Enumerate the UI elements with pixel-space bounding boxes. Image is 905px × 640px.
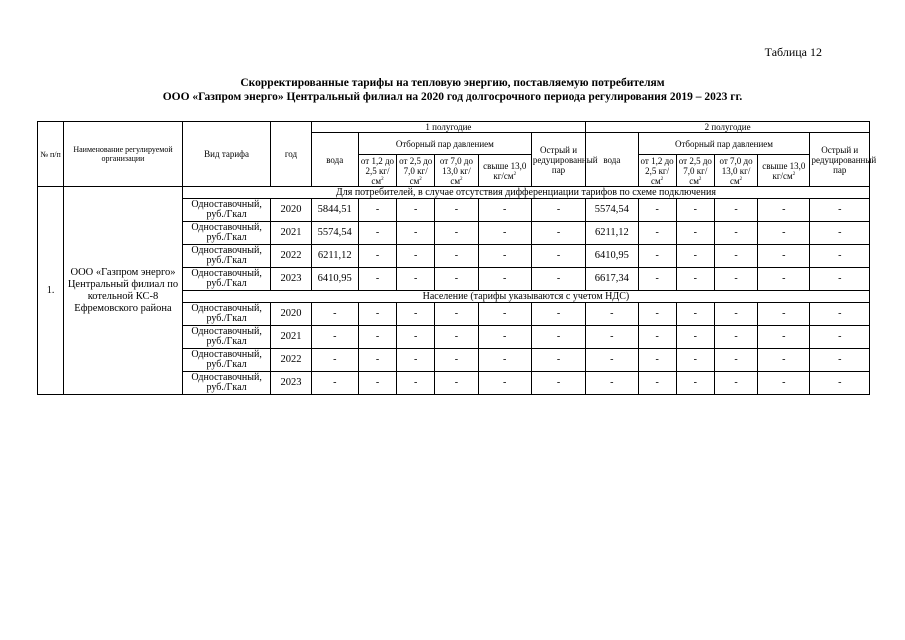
h1-dash-cell: -	[358, 349, 396, 372]
h1-dash-cell: -	[397, 268, 435, 291]
h2-dash-cell: -	[714, 222, 757, 245]
h1-dash-cell: -	[435, 349, 478, 372]
h1-water-cell: -	[311, 349, 358, 372]
h1-dash-cell: -	[397, 372, 435, 395]
tariff-type-cell: Одноставочный, руб./Гкал	[182, 303, 271, 326]
h2-water-cell: 6211,12	[586, 222, 638, 245]
year-cell: 2023	[271, 268, 311, 291]
h2-water-cell: -	[586, 303, 638, 326]
h2-dash-cell: -	[758, 326, 810, 349]
h1-dash-cell: -	[397, 326, 435, 349]
h2-dash-cell: -	[714, 372, 757, 395]
h1-dash-cell: -	[478, 349, 531, 372]
h2-dash-cell: -	[758, 199, 810, 222]
h1-dash-cell: -	[531, 372, 585, 395]
h1-water-cell: 6410,95	[311, 268, 358, 291]
header-h1-p2: от 2,5 до 7,0 $кг/см^2$	[397, 155, 435, 187]
h1-dash-cell: -	[435, 303, 478, 326]
header-half-1: 1 полугодие	[311, 122, 586, 133]
header-num: № п/п	[38, 122, 64, 187]
h1-dash-cell: -	[397, 303, 435, 326]
h1-dash-cell: -	[531, 349, 585, 372]
section-label: Население (тарифы указываются с учетом НДС)	[182, 291, 869, 303]
tariff-type-cell: Одноставочный, руб./Гкал	[182, 326, 271, 349]
h1-dash-cell: -	[397, 245, 435, 268]
h2-water-cell: -	[586, 326, 638, 349]
h1-dash-cell: -	[478, 326, 531, 349]
h1-dash-cell: -	[397, 222, 435, 245]
h2-dash-cell: -	[758, 245, 810, 268]
h1-dash-cell: -	[531, 268, 585, 291]
h2-dash-cell: -	[810, 245, 870, 268]
h2-water-cell: -	[586, 372, 638, 395]
h2-dash-cell: -	[638, 303, 676, 326]
tariff-type-cell: Одноставочный, руб./Гкал	[182, 222, 271, 245]
h1-dash-cell: -	[478, 199, 531, 222]
h2-dash-cell: -	[638, 326, 676, 349]
tariff-table	[37, 121, 877, 395]
year-cell: 2020	[271, 303, 311, 326]
header-h2-p4: свыше 13,0 $кг/см^2$	[758, 155, 810, 187]
h1-dash-cell: -	[478, 303, 531, 326]
h1-dash-cell: -	[358, 326, 396, 349]
h1-water-cell: -	[311, 303, 358, 326]
h1-dash-cell: -	[358, 303, 396, 326]
h2-dash-cell: -	[714, 349, 757, 372]
h2-dash-cell: -	[758, 303, 810, 326]
h1-dash-cell: -	[478, 372, 531, 395]
h2-dash-cell: -	[676, 199, 714, 222]
year-cell: 2022	[271, 349, 311, 372]
document-title	[0, 76, 905, 104]
h1-water-cell: -	[311, 326, 358, 349]
h1-water-cell: 5844,51	[311, 199, 358, 222]
h1-dash-cell: -	[358, 372, 396, 395]
h1-dash-cell: -	[435, 222, 478, 245]
header-h2-p2: от 2,5 до 7,0 $кг/см^2$	[676, 155, 714, 187]
year-cell: 2021	[271, 222, 311, 245]
h1-dash-cell: -	[435, 199, 478, 222]
header-h1-sharp-steam: Острый и редуцированный пар	[531, 133, 585, 187]
h1-water-cell: 5574,54	[311, 222, 358, 245]
h2-dash-cell: -	[638, 199, 676, 222]
header-org: Наименование регулируемой организации	[64, 122, 183, 187]
header-h2-steam: Отборный пар давлением	[638, 133, 810, 155]
h2-dash-cell: -	[758, 349, 810, 372]
org-name: ООО «Газпром энерго» Центральный филиал по котельной КС-8 Ефремовского района	[64, 187, 183, 395]
h2-water-cell: -	[586, 349, 638, 372]
h2-dash-cell: -	[714, 199, 757, 222]
h2-dash-cell: -	[810, 268, 870, 291]
header-h1-p3: от 7,0 до 13,0 $кг/см^2$	[435, 155, 478, 187]
h2-dash-cell: -	[676, 349, 714, 372]
h2-dash-cell: -	[638, 349, 676, 372]
h1-dash-cell: -	[435, 326, 478, 349]
h1-dash-cell: -	[358, 245, 396, 268]
header-h2-sharp-steam: Острый и редуцированный пар	[810, 133, 870, 187]
h1-dash-cell: -	[397, 349, 435, 372]
h1-dash-cell: -	[358, 222, 396, 245]
h1-dash-cell: -	[478, 268, 531, 291]
h2-dash-cell: -	[810, 199, 870, 222]
h1-water-cell: 6211,12	[311, 245, 358, 268]
year-cell: 2022	[271, 245, 311, 268]
h1-dash-cell: -	[397, 199, 435, 222]
org-number: 1.	[38, 187, 64, 395]
h2-dash-cell: -	[638, 268, 676, 291]
section-label: Для потребителей, в случае отсутствия дифференциации тарифов по схеме подключения	[182, 187, 869, 199]
h1-dash-cell: -	[358, 268, 396, 291]
h2-water-cell: 5574,54	[586, 199, 638, 222]
h2-dash-cell: -	[810, 326, 870, 349]
year-cell: 2023	[271, 372, 311, 395]
header-h1-p4: свыше 13,0 $кг/см^2$	[478, 155, 531, 187]
h2-dash-cell: -	[714, 303, 757, 326]
h2-dash-cell: -	[810, 349, 870, 372]
h1-dash-cell: -	[531, 222, 585, 245]
h2-dash-cell: -	[676, 268, 714, 291]
h2-dash-cell: -	[758, 372, 810, 395]
title-line-1: Скорректированные тарифы на тепловую энергию, поставляемую потребителям	[240, 77, 665, 89]
tariff-type-cell: Одноставочный, руб./Гкал	[182, 372, 271, 395]
h1-dash-cell: -	[358, 199, 396, 222]
h2-dash-cell: -	[638, 245, 676, 268]
header-h1-water: вода	[311, 133, 358, 187]
h2-dash-cell: -	[676, 245, 714, 268]
h2-dash-cell: -	[676, 222, 714, 245]
h1-water-cell: -	[311, 372, 358, 395]
year-cell: 2021	[271, 326, 311, 349]
h2-dash-cell: -	[758, 268, 810, 291]
h1-dash-cell: -	[478, 222, 531, 245]
h2-dash-cell: -	[810, 372, 870, 395]
h2-dash-cell: -	[714, 245, 757, 268]
h2-dash-cell: -	[638, 372, 676, 395]
h1-dash-cell: -	[531, 303, 585, 326]
table-number: Таблица 12	[764, 45, 822, 59]
h2-dash-cell: -	[638, 222, 676, 245]
header-half-2: 2 полугодие	[586, 122, 870, 133]
h2-dash-cell: -	[714, 326, 757, 349]
h1-dash-cell: -	[531, 326, 585, 349]
tariff-type-cell: Одноставочный, руб./Гкал	[182, 349, 271, 372]
header-h2-p3: от 7,0 до 13,0 $кг/см^2$	[714, 155, 757, 187]
h2-dash-cell: -	[758, 222, 810, 245]
h1-dash-cell: -	[435, 268, 478, 291]
h2-dash-cell: -	[676, 372, 714, 395]
header-h1-p1: от 1,2 до 2,5 $кг/см^2$	[358, 155, 396, 187]
header-h2-p1: от 1,2 до 2,5 $кг/см^2$	[638, 155, 676, 187]
tariff-type-cell: Одноставочный, руб./Гкал	[182, 268, 271, 291]
title-line-2: ООО «Газпром энерго» Центральный филиал на 2020 год долгосрочного периода регулирования 2019 – 2023 гг.	[162, 91, 743, 103]
tariff-type-cell: Одноставочный, руб./Гкал	[182, 245, 271, 268]
header-tariff-type: Вид тарифа	[182, 122, 271, 187]
header-h2-water: вода	[586, 133, 638, 187]
h2-dash-cell: -	[676, 326, 714, 349]
h2-water-cell: 6617,34	[586, 268, 638, 291]
h1-dash-cell: -	[435, 372, 478, 395]
header-year: год	[271, 122, 311, 187]
h1-dash-cell: -	[435, 245, 478, 268]
tariff-type-cell: Одноставочный, руб./Гкал	[182, 199, 271, 222]
h1-dash-cell: -	[531, 245, 585, 268]
h2-dash-cell: -	[810, 222, 870, 245]
h2-dash-cell: -	[810, 303, 870, 326]
h2-dash-cell: -	[676, 303, 714, 326]
h1-dash-cell: -	[478, 245, 531, 268]
h2-water-cell: 6410,95	[586, 245, 638, 268]
header-h1-steam: Отборный пар давлением	[358, 133, 531, 155]
h2-dash-cell: -	[714, 268, 757, 291]
h1-dash-cell: -	[531, 199, 585, 222]
year-cell: 2020	[271, 199, 311, 222]
